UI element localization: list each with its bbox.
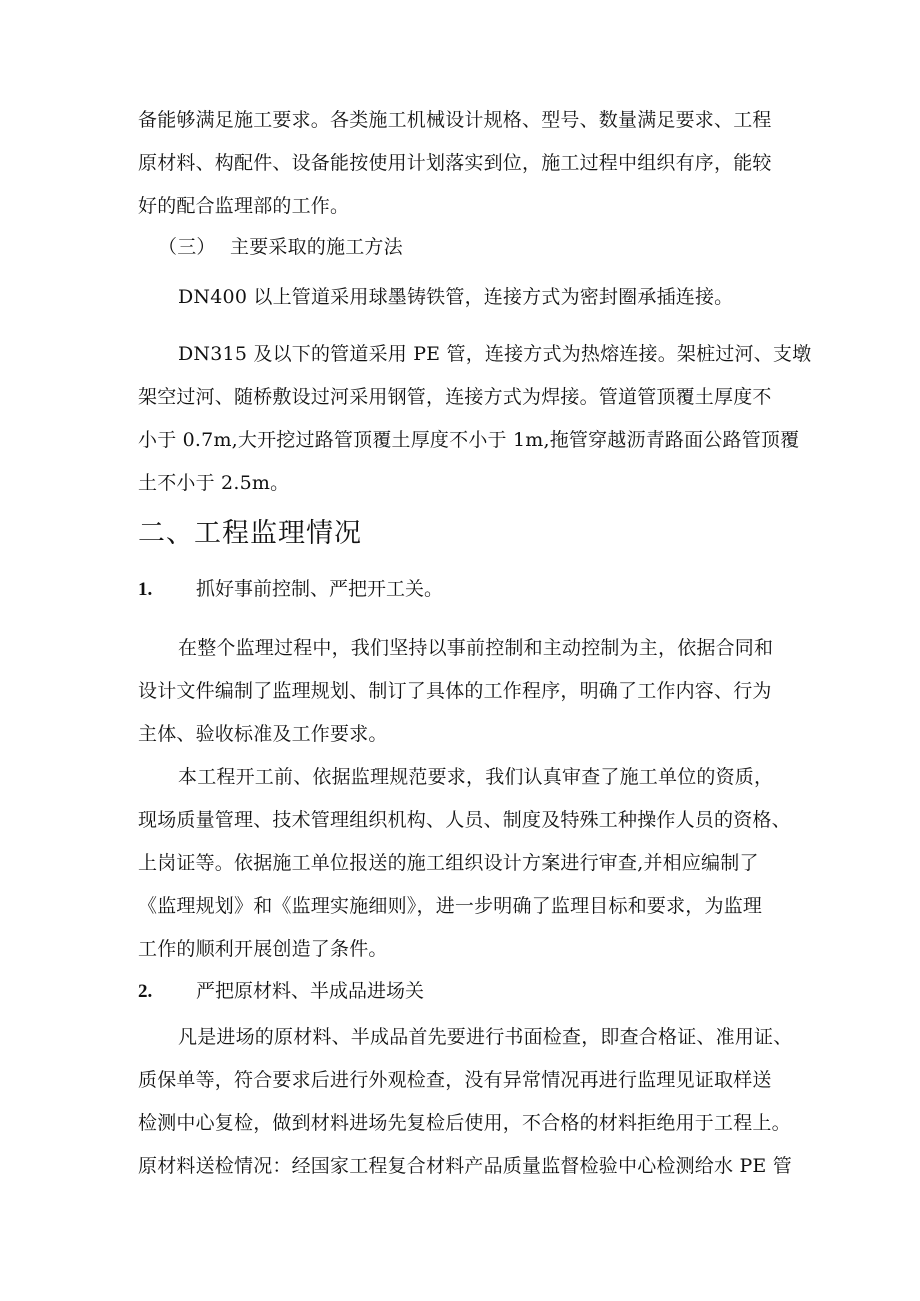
paragraph-line: 原材料送检情况：经国家工程复合材料产品质量监督检验中心检测给水 PE 管 <box>138 1155 792 1177</box>
paragraph-line: DN400 以上管道采用球墨铸铁管，连接方式为密封圈承插连接。 <box>178 286 734 308</box>
heading-number: 2. <box>138 981 153 1002</box>
paragraph-line: 上岗证等。依据施工单位报送的施工组织设计方案进行审查,并相应编制了 <box>138 852 759 874</box>
paragraph-line: 凡是进场的原材料、半成品首先要进行书面检查，即查合格证、准用证、 <box>178 1026 793 1048</box>
numbered-heading <box>138 977 424 1006</box>
paragraph-line: 现场质量管理、技术管理组织机构、人员、制度及特殊工种操作人员的资格、 <box>138 809 791 831</box>
paragraph-line: 架空过河、随桥敷设过河采用钢管，连接方式为焊接。管道管顶覆土厚度不 <box>138 386 772 408</box>
heading-title: 严把原材料、半成品进场关 <box>196 980 425 1002</box>
paragraph-line: 本工程开工前、依据监理规范要求，我们认真审查了施工单位的资质， <box>178 766 774 788</box>
paragraph-line: 在整个监理过程中，我们坚持以事前控制和主动控制为主，依据合同和 <box>178 637 774 659</box>
paragraph-line: 主体、验收标准及工作要求。 <box>138 723 388 745</box>
paragraph-line: 原材料、构配件、设备能按使用计划落实到位，施工过程中组织有序，能较 <box>138 152 772 174</box>
subsection-title: 主要采取的施工方法 <box>230 236 403 258</box>
paragraph-line: 《监理规划》和《监理实施细则》，进一步明确了监理目标和要求，为监理 <box>138 895 763 917</box>
paragraph-line: DN315 及以下的管道采用 PE 管，连接方式为热熔连接。架桩过河、支墩 <box>178 343 812 365</box>
heading-number: 1. <box>138 579 153 600</box>
paragraph-line: 工作的顺利开展创造了条件。 <box>138 938 388 960</box>
paragraph-line: 检测中心复检，做到材料进场先复检后使用，不合格的材料拒绝用于工程上。 <box>138 1112 791 1134</box>
paragraph-line: 土不小于 2.5m。 <box>138 472 290 494</box>
subsection-heading <box>158 233 848 261</box>
numbered-heading <box>138 575 443 604</box>
section-heading: 二、工程监理情况 <box>138 518 362 549</box>
subsection-label: （三） <box>158 236 216 258</box>
paragraph-line: 小于 0.7m,大开挖过路管顶覆土厚度不小于 1m,拖管穿越沥青路面公路管顶覆 <box>138 429 800 451</box>
paragraph-line: 质保单等，符合要求后进行外观检查，没有异常情况再进行监理见证取样送 <box>138 1069 772 1091</box>
paragraph-line: 设计文件编制了监理规划、制订了具体的工作程序，明确了工作内容、行为 <box>138 680 772 702</box>
heading-title: 抓好事前控制、严把开工关。 <box>196 578 444 600</box>
paragraph-line: 好的配合监理部的工作。 <box>138 195 350 217</box>
paragraph-line: 备能够满足施工要求。各类施工机械设计规格、型号、数量满足要求、工程 <box>138 109 772 131</box>
